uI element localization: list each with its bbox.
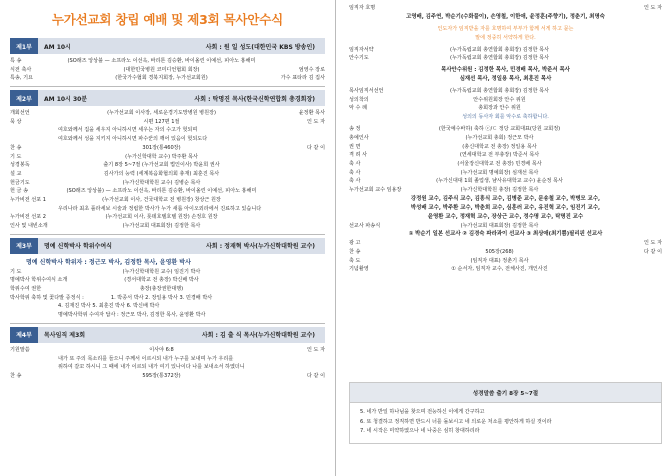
- program-row: [10, 222, 325, 231]
- program-row-role: [610, 143, 662, 152]
- program-row-label: 성의착의: [349, 96, 369, 103]
- scripture-verse: 6. 또 청결하고 정직하면 반드시 너를 돌보시고 네 의로운 처소를 평안하게 하실 것이라: [360, 418, 552, 425]
- program-row-detail: (누가선교회 대표회장) 김정한 목사: [460, 222, 539, 229]
- program-row-label: 광 고: [349, 240, 361, 247]
- program-row-label: 기원말씀: [10, 346, 30, 353]
- section-header: [10, 90, 325, 106]
- program-row-label: 특송, 기요: [10, 75, 33, 82]
- program-row-label: 인사 및 내빈소개: [10, 223, 48, 229]
- program-row-detail: (누가신학대학원 교수) 임진기 박사: [122, 268, 201, 275]
- program-row-detail: ① 순서자, 임직자 교수, 전체사진, 개인사진: [451, 266, 548, 273]
- program-row-detail: [389, 239, 610, 248]
- program-row-detail: 시편 127편 1절: [143, 118, 180, 125]
- scripture-reading-box: [349, 382, 662, 444]
- program-row-detail: (누가선교회 이사, 롯데호텔호텔 원장) 손정호 원장: [105, 214, 218, 221]
- program-row: [10, 109, 325, 118]
- section-name-bar: [38, 38, 325, 54]
- right-rows-rows5: [349, 222, 662, 231]
- program-row-detail: 505장(268): [485, 249, 514, 255]
- scripture-verse: 7. 네 시작은 미약하였으나 네 나중은 심히 창대하리라: [360, 428, 480, 434]
- program-row-role: [610, 151, 662, 160]
- program-row-label: 격 려 사: [349, 152, 368, 159]
- program-row-role: 인 도 자: [643, 240, 662, 247]
- program-row-detail: (누가선교회 총회) 정근모 박사: [465, 134, 534, 141]
- program-row-label: 누가비전 선포 1: [10, 196, 47, 203]
- program-row: [349, 134, 662, 143]
- section-tag: 제3부: [10, 238, 38, 254]
- program-row-detail: (임직자 대표) 정춘기 목사: [470, 257, 529, 264]
- program-row: [349, 46, 662, 55]
- program-row: [10, 126, 325, 135]
- program-row-detail: 김사가의 능력 (세계복음화협의회 총재) 최훈진 목사: [103, 170, 220, 177]
- program-row: [10, 268, 325, 277]
- program-row-label: 학위수여 권한: [10, 286, 42, 293]
- scripture-reading-body: [350, 403, 661, 443]
- program-row: [10, 302, 325, 311]
- program-row-role: [610, 169, 662, 178]
- program-row: [10, 276, 325, 285]
- missionaries-list: ① 박순기 일본 선교사 ② 김경숙 파라과이 선교사 ③ 최상애(최기쁨)필리핀 선교사: [408, 231, 603, 238]
- program-row-role: [273, 153, 325, 162]
- program-row-label: 안수기도: [349, 55, 369, 62]
- program-row-role: [273, 355, 325, 364]
- program-row-label: 기 도: [10, 268, 22, 275]
- program-row-role: [273, 285, 325, 294]
- program-row: [10, 161, 325, 170]
- program-row-detail: (누가신학대학 교수) 박주환 목사: [125, 153, 198, 160]
- program-row-role: 인 도 자: [643, 5, 662, 11]
- program-row-label: 목사임직서선언: [349, 88, 384, 95]
- program-row: [10, 294, 325, 303]
- section-name: 목사임직 제3회: [44, 332, 86, 340]
- program-row-role: [273, 213, 325, 222]
- section-2: [10, 90, 325, 235]
- honorary-degree-recipients: 명예 신학박사 학위자 : 정근모 박사, 김정한 목사, 윤영환 박사: [26, 258, 191, 266]
- program-row: [10, 363, 325, 372]
- section-name: 명예 신학박사 학위수여식: [44, 243, 112, 251]
- program-row-detail: (누가신학대학원 교수) 김병순 목사: [122, 179, 201, 186]
- program-row-detail: (SO래즈 앙상블) — 소프라노 이선옥, 바리톤 김승환, 바이올린 이예선, 피아노 홍해미: [66, 188, 257, 195]
- program-row: [10, 355, 325, 364]
- program-row-label: 선교사 파송식: [349, 222, 381, 229]
- program-row-detail: 명예박사학위 수여자 답사 : 정근모 박사, 김정한 목사, 윤영환 박사: [58, 312, 206, 319]
- program-row-detail: 내가 또 주의 목소리를 들으니 주께서 이르시되 내가 누구를 보내며 누가 우리를: [58, 355, 234, 362]
- intro-line-1: 인도자가 임직받을 자를 호명하여 부부가 함께 서게 하고 묻는: [437, 25, 574, 32]
- ordination-committee-2: 심재선 목사, 정일용 목사, 최훈진 목사: [459, 76, 552, 83]
- program-row: [349, 160, 662, 169]
- program-row: [10, 187, 325, 196]
- program-row-role: [273, 363, 325, 372]
- program-row-detail: 301장(통460장): [142, 144, 181, 151]
- program-row-role: [273, 170, 325, 179]
- program-row-label: 식전 축사: [10, 66, 32, 73]
- professors-line-2: 박성배 교수, 박주환 교수, 박춘희 교수, 심훈러 교수, 유진혁 교수, 임진기 교수,: [410, 204, 601, 211]
- program-row-role: [273, 187, 325, 196]
- program-row-label: 축 사: [349, 178, 361, 185]
- program-row-role: [610, 177, 662, 186]
- program-row-detail: 출기 8장 5~7절 (누가선교회 법인이사) 박윤희 권사: [103, 162, 220, 169]
- program-row: [10, 135, 325, 144]
- program-row: [10, 205, 325, 214]
- program-row: [349, 104, 662, 113]
- program-row-label: [10, 126, 50, 135]
- program-row-label: 특 송: [10, 58, 22, 64]
- program-row-detail: (누가선교회 대표회장) 김정한 목사: [122, 223, 201, 229]
- section-tag: 제1부: [10, 38, 38, 54]
- program-row-role: [273, 179, 325, 188]
- program-row: [10, 372, 325, 381]
- program-row: [10, 196, 325, 205]
- program-row-detail: (누가독립교회 총연합회 총회장) 김정한 목사: [449, 88, 550, 95]
- program-row-label: [10, 302, 50, 311]
- program-row-label: 기념촬영: [349, 266, 369, 273]
- program-row-detail: (누가선교회 이사장, 세로운경기도망병원 병원장): [107, 110, 216, 117]
- program-row-role: [610, 265, 662, 274]
- program-row-role: [610, 257, 662, 266]
- section-1: [10, 38, 325, 87]
- candidate-names: 고영배, 김주연, 박순기(수화풀이), 손영철, 이한애, 윤정훈(주향기), 정춘기, 최명숙: [406, 13, 605, 20]
- section-host: 사회 : 원 일 성도(대한민국 KBS 방송인): [205, 43, 315, 51]
- program-row-role: 윤정환 목사: [298, 110, 325, 117]
- program-row: [349, 96, 662, 105]
- program-row-role: [273, 196, 325, 205]
- program-row: [349, 257, 662, 266]
- program-row-label: 권 면: [349, 143, 361, 150]
- section-divider: [10, 323, 325, 324]
- program-row: [10, 118, 325, 127]
- program-row-role: 다 같 이: [306, 144, 325, 151]
- program-row: [349, 143, 662, 152]
- program-row-role: [273, 268, 325, 277]
- program-row-detail: (SO래즈 앙상블 — 소프라노 이선옥, 바리톤 김승환, 바이올린 이예선, 피아노 홍해미: [67, 58, 256, 64]
- program-row-label: [10, 355, 50, 364]
- program-row-detail: (누가독립교회 총연합회 총회장) 김정한 목사: [449, 55, 550, 62]
- page-title: 누가선교회 창립 예배 및 제3회 목사안수식: [51, 12, 284, 27]
- program-row-role: [610, 160, 662, 169]
- program-row-role: [610, 104, 662, 113]
- section-4: [10, 327, 325, 381]
- program-row-detail: 여호와께서 성을 지키지 아니하시면 파수꾼의 깨어 있음이 헛되도다: [58, 136, 208, 143]
- program-row-label: 임직자서약: [349, 46, 374, 53]
- program-row-label: 누가선교회 교수 임용장: [349, 186, 402, 193]
- program-row-label: 축 사: [349, 169, 361, 176]
- program-row-label: [10, 363, 50, 372]
- program-row-role: [610, 46, 662, 55]
- intro-line-2: 말에 정중히 서약하게 한다.: [475, 34, 536, 41]
- program-row-role: 인 도 자: [306, 118, 325, 125]
- program-row-label: 축 사: [349, 160, 361, 167]
- section-host: 사회 : 탁명진 목사(한국신학연합회 총경회장): [194, 95, 315, 103]
- program-row-label: 헌 금 송: [10, 188, 29, 195]
- section-header: [10, 238, 325, 254]
- program-row: [349, 177, 662, 186]
- program-row-label: 설 교: [10, 170, 22, 177]
- program-row-detail: 위하여 갈꼬 하시니 그 때에 내가 이르되 내가 여기 있나이다 나를 보내소서 하였더니: [58, 364, 245, 371]
- program-row-role: [273, 135, 325, 144]
- program-row-label: 묵 상: [10, 118, 22, 125]
- section-name-bar: [38, 90, 325, 106]
- program-row-role: [610, 134, 662, 143]
- program-row-detail: (서울장신대학교 전 총장) 민경배 목사: [457, 160, 542, 167]
- program-row: [349, 4, 662, 13]
- section-name-bar: [38, 238, 325, 254]
- program-row-role: [610, 96, 662, 105]
- program-row: [349, 151, 662, 160]
- program-row: [349, 169, 662, 178]
- section-divider: [10, 234, 325, 235]
- section-name: AM 10시 30분: [44, 95, 88, 103]
- program-row-label: 누가비전 선포 2: [10, 214, 47, 221]
- program-row-label: 명예박사 학위수여식 소개: [10, 277, 68, 284]
- right-rows-rows6: [349, 239, 662, 274]
- program-row-role: [610, 125, 662, 134]
- program-row-detail: (누가신학대학원 총장) 김정한 목사: [460, 186, 539, 193]
- program-row-detail: (경서대학교 전 총장) 박신배 박사: [124, 277, 199, 284]
- program-row-label: 축 도: [349, 257, 361, 264]
- program-row: [10, 179, 325, 188]
- program-row-label: 임직자 호명: [349, 5, 376, 11]
- program-row-role: [273, 161, 325, 170]
- program-row-role: 인 도 자: [306, 346, 325, 353]
- right-rows-rows3: [349, 87, 662, 113]
- program-row-detail: 1. 박종서 박사 2. 장일용 박사 3. 민경배 박사: [110, 294, 213, 301]
- professors-line-1: 강정원 교수, 김주식 교수, 김흥식 교수, 김병준 교수, 문송철 교수, 박병모 교수,: [410, 195, 601, 202]
- program-row-detail: 595장(통372장): [142, 372, 181, 379]
- program-row: [10, 74, 325, 83]
- section-header: [10, 38, 325, 54]
- program-row-label: 찬 송: [10, 372, 22, 379]
- program-row: [10, 153, 325, 162]
- program-row-label: 헌금기도: [10, 179, 30, 186]
- scripture-verse: 5. 네가 반일 하나님을 찾으며 전능하신 이에게 간구하고: [360, 409, 485, 415]
- program-row: [10, 170, 325, 179]
- program-row-detail: (한국예수바하) 축하 ⓒ/ㄷ 정당 교회대표(당원 교회정): [438, 126, 561, 133]
- section-host: 사회 : 김 출 식 목사(누가신학대학원 교수): [201, 332, 315, 340]
- program-row-role: [273, 57, 325, 66]
- section-tag: 제4부: [10, 327, 38, 343]
- program-row-detail: 여호와께서 집을 세우지 아니하시면 세우는 자의 수고가 헛되며: [58, 127, 198, 134]
- section-tag: 제2부: [10, 90, 38, 106]
- program-row-detail: 총장(총장권한대행): [139, 286, 184, 293]
- program-row-label: 개회선언: [10, 110, 30, 117]
- professors-line-3: 윤영환 교수, 정재혁 교수, 장상근 교수, 정수명 교수, 탁명진 교수: [427, 213, 584, 220]
- program-row-role: [273, 222, 325, 231]
- program-row-detail: (누가선교회 이사, 건국대학교 전 병원장) 창상근 원장: [102, 196, 221, 203]
- program-row: [10, 285, 325, 294]
- program-sections: [10, 38, 325, 381]
- program-row-role: [273, 276, 325, 285]
- section-name-bar: [38, 327, 325, 343]
- program-row: [10, 213, 325, 222]
- program-row-detail: [389, 4, 610, 13]
- program-row-role: [273, 311, 325, 320]
- program-row-label: 악 수 례: [349, 105, 368, 112]
- program-row: [349, 239, 662, 248]
- program-row: [10, 144, 325, 153]
- program-row-detail: (총신대학교 전 총장) 정일용 목사: [462, 143, 537, 150]
- program-row-role: [610, 54, 662, 63]
- program-row: [10, 311, 325, 320]
- program-row-detail: 4. 김재진 박사 5. 최훈진 박사 6. 박신배 박사: [58, 303, 160, 310]
- program-row-label: 송 정: [349, 126, 361, 133]
- program-row-role: [273, 205, 325, 214]
- program-row-role: [273, 126, 325, 135]
- program-row-label: 박사학위 축하 및 꽃다발 증정식 :: [10, 294, 84, 301]
- program-row: [10, 66, 325, 75]
- program-row-detail: (한국가수협회 경북지회장, 누가선교회원): [115, 75, 208, 82]
- program-row-detail: 이사야 6:8: [149, 346, 174, 353]
- section-header: [10, 327, 325, 343]
- program-row-role: [610, 87, 662, 96]
- program-row-label: [10, 311, 50, 320]
- program-row: [349, 186, 662, 195]
- program-row: [349, 248, 662, 257]
- program-row: [349, 54, 662, 63]
- program-row-detail: (연세대학교 전 부총장) 박준서 목사: [459, 152, 540, 159]
- section-host: 사회 : 정재혁 박사(누가신학대학원 교수): [206, 243, 315, 251]
- program-row: [10, 346, 325, 355]
- program-row-detail: (누가독립교회 총연합회 총회장) 김정한 목사: [449, 46, 550, 53]
- program-row: [349, 125, 662, 134]
- program-row-detail: 안수위원회장 안수 위원: [473, 96, 526, 103]
- program-row-role: [273, 294, 325, 303]
- program-row-role: 엄영수 장로: [298, 66, 325, 73]
- program-row: [349, 222, 662, 231]
- program-row-label: 찬 송: [10, 144, 22, 151]
- section-name: AM 10시: [44, 43, 71, 51]
- program-row-label: [10, 205, 50, 214]
- program-row: [349, 87, 662, 96]
- program-row-role: 다 같 이: [306, 372, 325, 379]
- program-row-role: 다 같 이: [643, 249, 662, 255]
- right-rows-rows4: [349, 125, 662, 195]
- program-row: [349, 265, 662, 274]
- section-3: [10, 238, 325, 324]
- congrats-note: 성의의 동사자 회를 악수로 축하합니다.: [462, 114, 549, 121]
- program-row-detail: 총회장과 안수 위원: [478, 105, 521, 112]
- program-row-role: 가수 표타라 김 집사: [280, 75, 325, 82]
- program-row-detail: (누가선교회 명예회장) 심재선 목사: [460, 169, 539, 176]
- section-divider: [10, 86, 325, 87]
- program-row-role: [273, 302, 325, 311]
- program-row-role: [610, 222, 662, 231]
- program-row: [10, 57, 325, 66]
- right-rows-top_rows: [349, 4, 662, 13]
- program-row-label: 총예인사: [349, 134, 369, 141]
- program-row-label: 기 도: [10, 153, 22, 160]
- program-row-label: 찬 송: [349, 249, 361, 255]
- program-row-label: 성경봉독: [10, 162, 30, 169]
- program-row-role: [610, 186, 662, 195]
- program-row-detail: (누가신대대 1회 졸업생, 냠사유대학교 교수) 윤순정 목사: [436, 178, 563, 185]
- scripture-reading-title: 성경말씀 출기 8장 5~7절: [350, 383, 661, 403]
- ordination-committee: 목사안수위원 : 김정한 목사, 민경배 목사, 박준서 목사: [441, 67, 570, 74]
- program-row-label: [10, 135, 50, 144]
- column-divider: [335, 0, 336, 476]
- program-row-detail: 우리나라 최초 플라세보 시술과 정립한 박사가 누가 새롭 아이오외라에서 진료하고 있습니다: [58, 205, 262, 212]
- program-row-detail: (대한민국병원 코미디언협회 회장): [123, 66, 200, 73]
- right-column: [337, 0, 670, 476]
- right-rows-rows2: [349, 46, 662, 63]
